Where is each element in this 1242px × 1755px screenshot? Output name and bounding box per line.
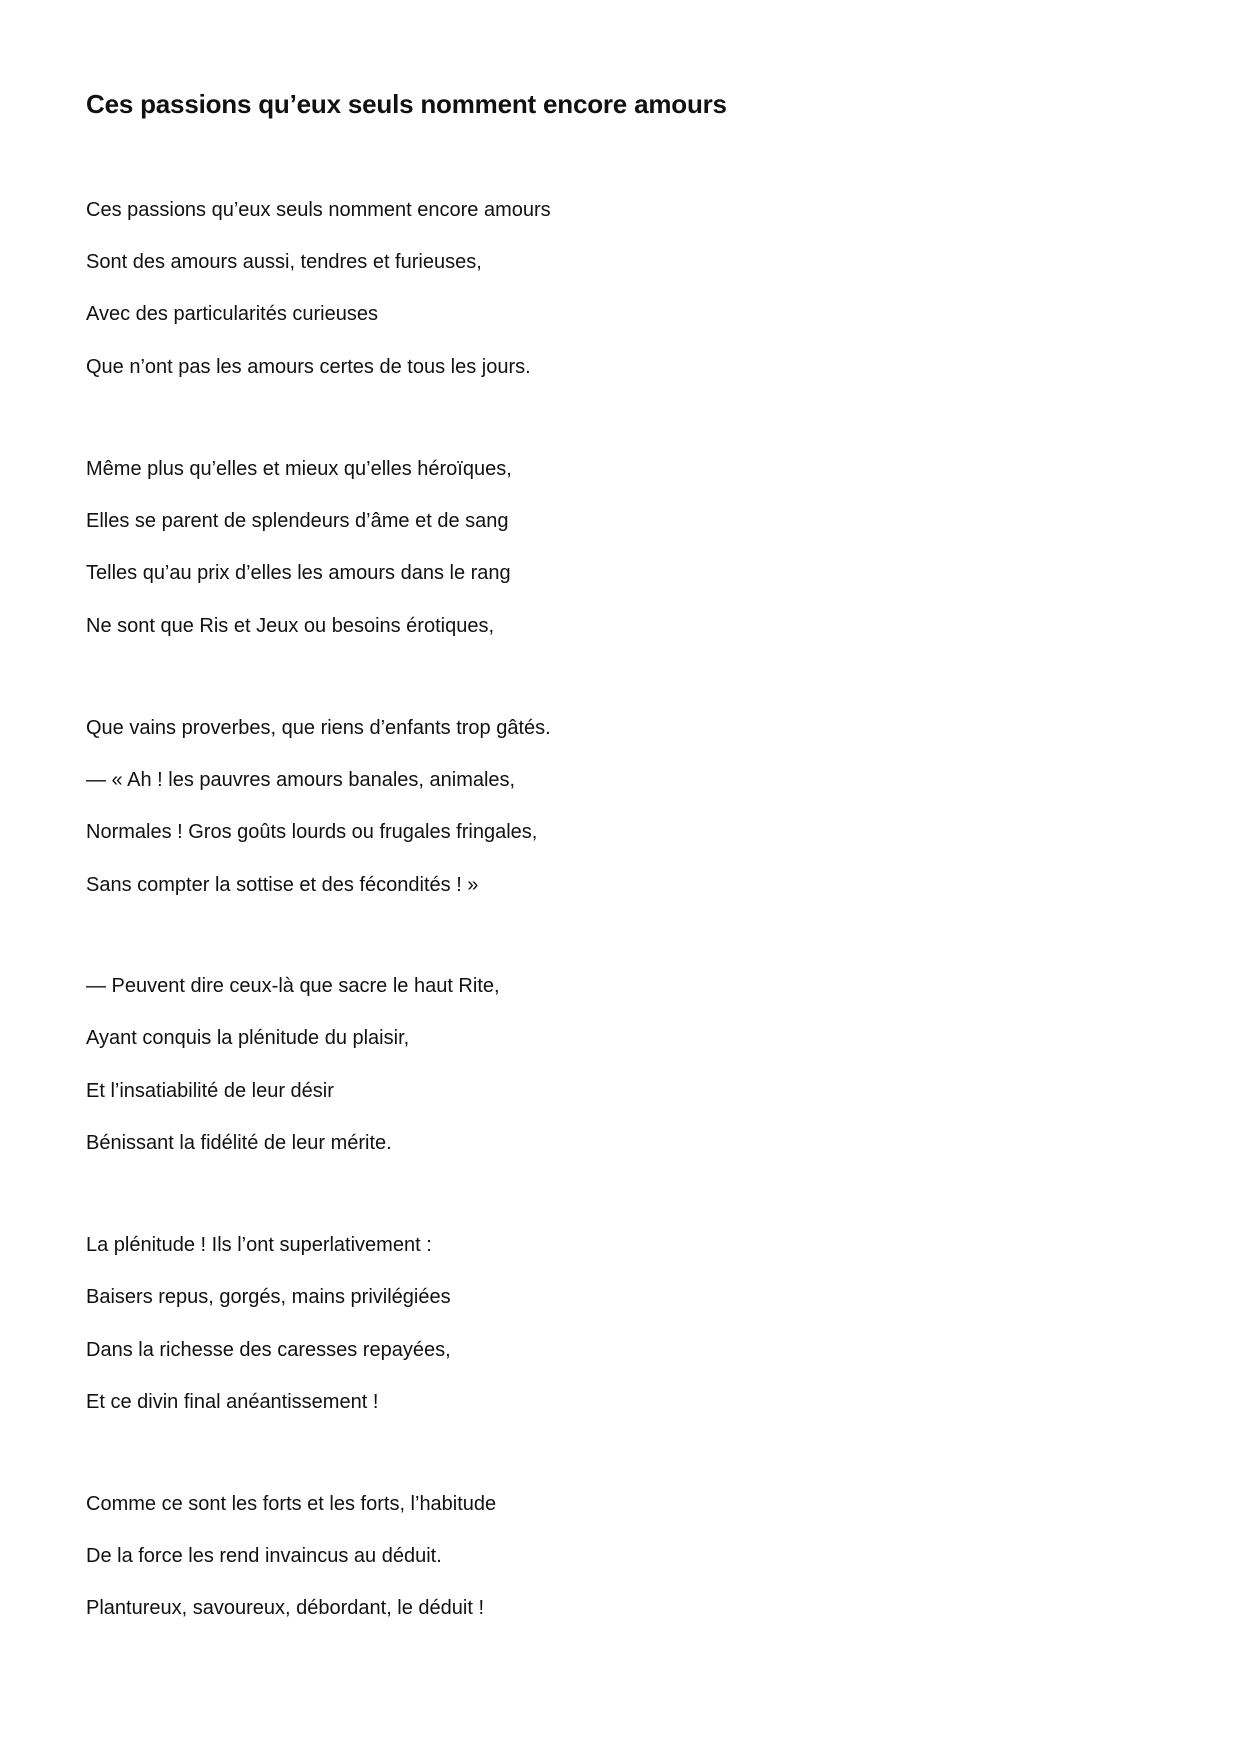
poem-line: Dans la richesse des caresses repayées, — [86, 1339, 451, 1361]
poem-line: Comme ce sont les forts et les forts, l’habitude — [86, 1493, 497, 1515]
poem-line: Ne sont que Ris et Jeux ou besoins érotiques, — [86, 615, 495, 637]
poem-title: Ces passions qu’eux seuls nomment encore amours — [86, 89, 727, 119]
poem-line: La plénitude ! Ils l’ont superlativement : — [86, 1234, 432, 1256]
poem-line: — Peuvent dire ceux-là que sacre le haut Rite, — [86, 975, 500, 997]
poem-line: Et l’insatiabilité de leur désir — [86, 1080, 334, 1102]
poem-line: Sont des amours aussi, tendres et furieuses, — [86, 251, 482, 273]
poem-line: Que vains proverbes, que riens d’enfants trop gâtés. — [86, 717, 551, 739]
poem-line: Ces passions qu’eux seuls nomment encore amours — [86, 199, 551, 221]
poem-line: Plantureux, savoureux, débordant, le déduit ! — [86, 1597, 485, 1619]
poem-line: De la force les rend invaincus au déduit. — [86, 1545, 442, 1567]
poem-line: Telles qu’au prix d’elles les amours dans le rang — [86, 562, 511, 584]
poem-line: Que n’ont pas les amours certes de tous les jours. — [86, 356, 531, 378]
poem-line: Bénissant la fidélité de leur mérite. — [86, 1132, 392, 1154]
poem-line: Sans compter la sottise et des fécondités ! » — [86, 874, 479, 896]
poem-line: Baisers repus, gorgés, mains privilégiées — [86, 1286, 451, 1308]
poem-line: Même plus qu’elles et mieux qu’elles héroïques, — [86, 458, 512, 480]
poem-line: Elles se parent de splendeurs d’âme et de sang — [86, 510, 509, 532]
poem-line: Et ce divin final anéantissement ! — [86, 1391, 379, 1413]
poem-line: Normales ! Gros goûts lourds ou frugales fringales, — [86, 821, 538, 843]
poem-line: — « Ah ! les pauvres amours banales, animales, — [86, 769, 516, 791]
poem-line: Ayant conquis la plénitude du plaisir, — [86, 1027, 410, 1049]
poem-line: Avec des particularités curieuses — [86, 303, 378, 325]
